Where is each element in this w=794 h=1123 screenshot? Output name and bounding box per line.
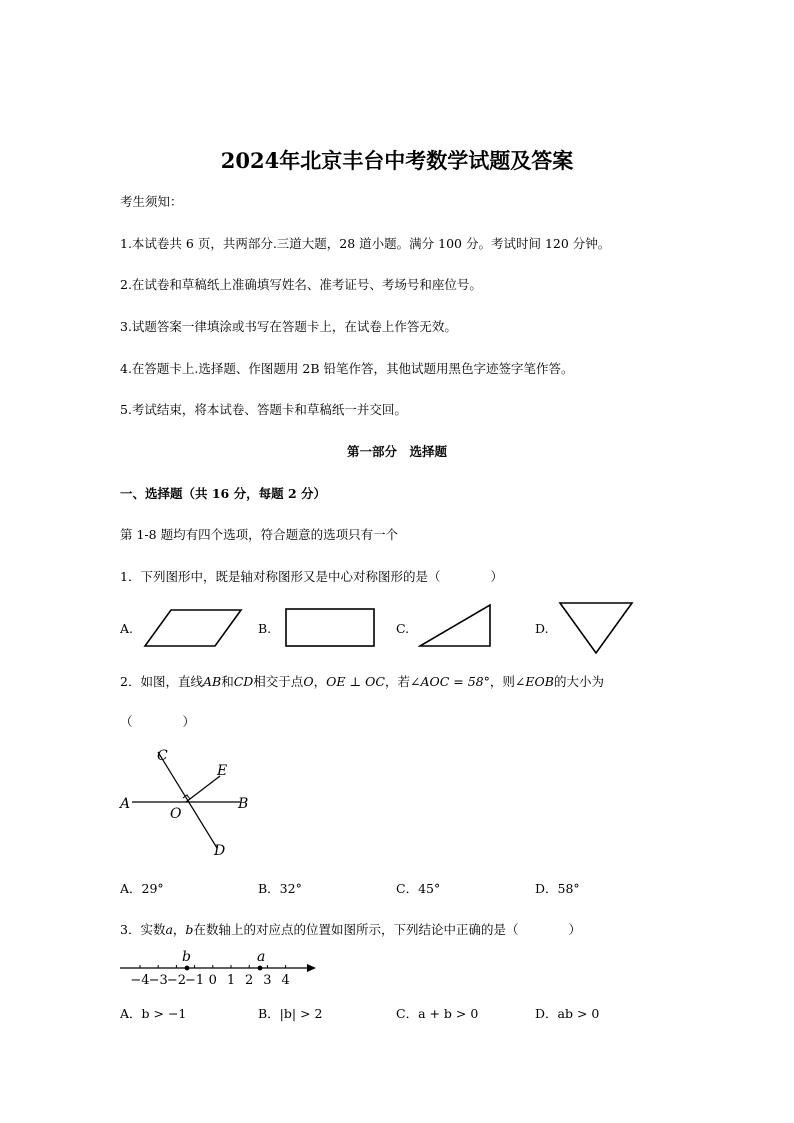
q3-tick-label: 1	[226, 973, 236, 988]
q1-option-c-label: C.	[396, 621, 410, 636]
q3-tick-label: −2	[166, 973, 186, 988]
q2-line-ab: AB	[202, 674, 222, 689]
q3-tick-label: −3	[148, 973, 168, 988]
q3-tick-label: 3	[263, 973, 272, 988]
q3-var-b: b	[185, 922, 194, 937]
q3-comma: ，	[172, 922, 186, 937]
q2-angle-eob: ∠EOB	[514, 674, 554, 689]
q2-point-o: O	[303, 674, 314, 689]
q3-stem-b: 在数轴上的对应点的位置如图所示，下列结论中正确的是（ ）	[193, 922, 581, 937]
q3-option-b: B．|b| > 2	[258, 1006, 323, 1021]
q2-stem-d: ，则	[489, 674, 515, 689]
q2-label-e: E	[217, 763, 228, 779]
q3-tick-label: 2	[245, 973, 254, 988]
q2-label-c: C	[157, 748, 168, 764]
section1-note: 第 1-8 题均有四个选项，符合题意的选项只有一个	[120, 527, 399, 542]
q2-stem-a: 2．如图，直线	[120, 674, 203, 689]
q2-stem	[120, 672, 604, 690]
notice-item-4: 4.在答题卡上.选择题、作图题用 2B 铅笔作答，其他试题用黑色字迹签字笔作答。	[120, 361, 574, 376]
parallelogram-shape	[143, 606, 243, 650]
q3-option-d: D．ab > 0	[535, 1006, 600, 1021]
rectangle-shape	[284, 606, 378, 650]
q3-number-line	[118, 944, 323, 988]
q2-angle-aoc: ∠AOC = 58°	[409, 674, 490, 689]
q2-stem-b: 相交于点	[253, 674, 304, 689]
q3-point-b-label: b	[182, 949, 191, 965]
q2-line-cd: CD	[233, 674, 254, 689]
q3-var-a: a	[165, 922, 173, 937]
page-title: 2024年北京丰台中考数学试题及答案	[220, 148, 574, 173]
q2-label-a: A	[120, 796, 131, 812]
inverted-triangle-shape	[558, 600, 636, 656]
q3-tick-label: 0	[208, 973, 217, 988]
q1-option-a-label: A.	[120, 621, 134, 636]
q2-label-o: O	[170, 806, 182, 822]
q1-stem: 1．下列图形中，既是轴对称图形又是中心对称图形的是（ ）	[120, 569, 503, 584]
q2-comma: ，	[313, 674, 327, 689]
q3-tick-label: 4	[281, 973, 290, 988]
q2-line-figure	[112, 742, 272, 862]
q2-and: 和	[221, 674, 234, 689]
notice-item-2: 2.在试卷和草稿纸上准确填写姓名、准考证号、考场号和座位号。	[120, 277, 482, 292]
section1-title: 一、选择题（共 16 分，每题 2 分）	[120, 486, 327, 501]
q3-tick-label: −1	[185, 973, 205, 988]
q3-point-a-label: a	[257, 949, 266, 965]
q3-tick-label: −4	[130, 973, 150, 988]
q3-stem-a: 3．实数	[120, 922, 166, 937]
q2-label-d: D	[214, 843, 226, 859]
notice-item-1: 1.本试卷共 6 页，共两部分.三道大题，28 道小题。满分 100 分。考试时间 120 分钟。	[120, 236, 611, 251]
part1-title: 第一部分 选择题	[346, 444, 447, 459]
q1-option-d-label: D.	[535, 621, 549, 636]
q2-label-b: B	[238, 796, 249, 812]
q2-paren: （ ）	[120, 714, 196, 729]
right-triangle-shape	[418, 602, 494, 650]
q3-option-c: C．a + b > 0	[396, 1006, 479, 1021]
q2-stem-c: ，若	[384, 674, 410, 689]
q2-perpendicular: OE ⊥ OC	[326, 674, 385, 689]
notice-heading: 考生须知：	[120, 194, 183, 209]
q3-stem	[120, 920, 581, 938]
notice-item-5: 5.考试结束，将本试卷、答题卡和草稿纸一并交回。	[120, 402, 407, 417]
q2-option-b: B．32°	[258, 881, 302, 896]
notice-item-3: 3.试题答案一律填涂或书写在答题卡上，在试卷上作答无效。	[120, 319, 457, 334]
q2-option-a: A．29°	[120, 881, 164, 896]
q2-option-d: D．58°	[535, 881, 580, 896]
q1-option-b-label: B.	[258, 621, 272, 636]
q3-option-a: A．b > −1	[120, 1006, 187, 1021]
q2-stem-e: 的大小为	[553, 674, 604, 689]
q2-option-c: C．45°	[396, 881, 441, 896]
